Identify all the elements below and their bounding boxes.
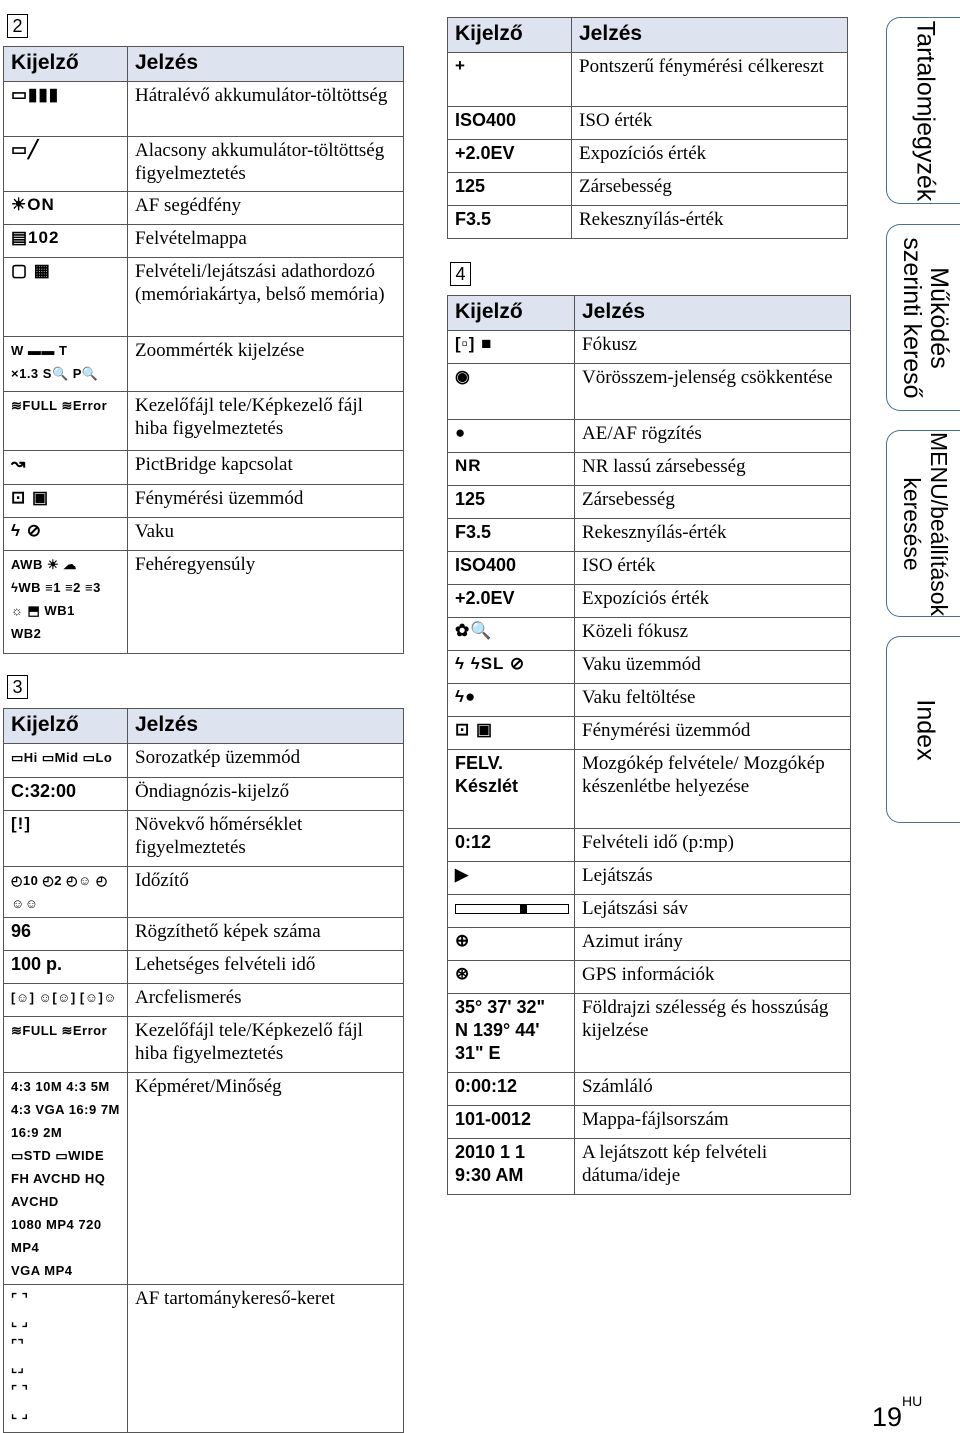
indicator-cell: [448, 173, 572, 206]
indicator-cell: [448, 420, 575, 453]
table-row: [4, 1017, 404, 1073]
description-cell: Alacsony akkumulátor-töltöttség figyelmeztetés: [128, 137, 404, 192]
description-cell: Öndiagnózis-kijelző: [128, 778, 404, 811]
indicator-icon: +2.0EV: [455, 143, 515, 163]
indicator-cell: [4, 1017, 128, 1073]
indicator-cell: [448, 331, 575, 364]
indicator-cell: [448, 1106, 575, 1139]
indicator-cell: [448, 618, 575, 651]
table-row: [448, 364, 851, 420]
table-row: [448, 895, 851, 928]
indicator-icon: ▤102: [11, 228, 60, 247]
description-cell: Felvételi/lejátszási adathordozó (memóriakártya, belső memória): [128, 258, 404, 337]
header-jelzes: Jelzés: [128, 47, 404, 82]
page-language: HU: [902, 1393, 923, 1409]
indicator-icon: 0:12: [455, 832, 492, 852]
indicator-icon: ▭╱: [11, 140, 40, 159]
indicator-icon: C:32:00: [11, 781, 77, 801]
indicator-icon: 16:9 2M: [11, 1125, 63, 1140]
description-cell: Fehéregyensúly: [128, 551, 404, 654]
table-row: [448, 420, 851, 453]
indicator-cell: [4, 337, 128, 392]
indicator-icon: AWB ☀ ☁: [11, 557, 77, 572]
tab-tartalomjegyzek-label: Tartalomjegyzék: [911, 20, 940, 201]
indicator-icon: [▫] ■: [455, 334, 493, 353]
description-cell: Mozgókép felvétele/ Mozgókép készenlétbe helyezése: [575, 750, 851, 829]
indicator-icon: [ǃ]: [11, 814, 31, 833]
table-row: [4, 1073, 404, 1285]
table-row: [448, 1139, 851, 1195]
indicator-icon: ▭STD ▭WIDE: [11, 1148, 105, 1163]
description-cell: Vaku: [128, 518, 404, 551]
indicator-cell: [4, 744, 128, 778]
description-cell: Vörösszem-jelenség csökkentése: [575, 364, 851, 420]
table-row: [4, 951, 404, 984]
description-cell: Expozíciós érték: [575, 585, 851, 618]
table-row: [448, 107, 848, 140]
indicator-icon: NR: [455, 456, 482, 475]
playback-bar-icon: [455, 904, 569, 914]
indicator-icon: 100 p.: [11, 954, 63, 974]
indicator-cell: [4, 1285, 128, 1433]
indicator-cell: [4, 451, 128, 485]
table-row: [4, 485, 404, 518]
indicator-icon: ϟ ⊘: [11, 521, 42, 540]
indicator-icon: VGA MP4: [11, 1263, 73, 1278]
description-cell: Kezelőfájl tele/Képkezelő fájl hiba figyelmeztetés: [128, 1017, 404, 1073]
header-kijelzo: Kijelző: [4, 47, 128, 82]
table-row: [4, 82, 404, 137]
indicator-icon: WB2: [11, 626, 42, 641]
indicator-icon: ▶: [455, 865, 470, 884]
description-cell: Zársebesség: [572, 173, 848, 206]
table-section-3: [3, 708, 404, 1433]
section-number-4: 4: [450, 262, 471, 286]
indicator-icon: ↝: [11, 454, 27, 473]
table-row: [4, 551, 404, 654]
table-row: [448, 331, 851, 364]
indicator-icon: ⊛: [455, 964, 471, 983]
indicator-icon: ▢ ▦: [11, 261, 51, 280]
description-cell: GPS információk: [575, 961, 851, 994]
indicator-icon: ≋FULL ≋Error: [11, 1023, 108, 1038]
table-row: [4, 137, 404, 192]
table-row: [448, 486, 851, 519]
table-row: [448, 618, 851, 651]
indicator-cell: [4, 951, 128, 984]
indicator-icon: +2.0EV: [455, 588, 515, 608]
description-cell: Felvételi idő (p:mp): [575, 829, 851, 862]
indicator-cell: [4, 778, 128, 811]
tab-index-label: Index: [911, 698, 940, 761]
indicator-icon: [☺] ☺[☺] [☺]☺: [11, 990, 118, 1005]
table-row: [4, 518, 404, 551]
indicator-cell: [448, 928, 575, 961]
description-cell: Zoommérték kijelzése: [128, 337, 404, 392]
indicator-icon: ✿🔍: [455, 621, 493, 640]
description-cell: Fókusz: [575, 331, 851, 364]
indicator-cell: [448, 107, 572, 140]
description-cell: Zársebesség: [575, 486, 851, 519]
indicator-cell: [448, 750, 575, 829]
table-row: [4, 192, 404, 225]
indicator-cell: [4, 82, 128, 137]
indicator-cell: [4, 392, 128, 451]
table-row: [448, 717, 851, 750]
indicator-icon: 9:30 AM: [455, 1165, 524, 1185]
description-cell: Sorozatkép üzemmód: [128, 744, 404, 778]
description-cell: Növekvő hőmérséklet figyelmeztetés: [128, 811, 404, 867]
indicator-cell: [4, 137, 128, 192]
section-number-2: 2: [7, 14, 28, 38]
description-cell: Vaku feltöltése: [575, 684, 851, 717]
table-row: [4, 811, 404, 867]
indicator-cell: [448, 519, 575, 552]
table-row: [448, 173, 848, 206]
description-cell: Hátralévő akkumulátor-töltöttség: [128, 82, 404, 137]
description-cell: Fénymérési üzemmód: [575, 717, 851, 750]
indicator-icon: ▭Hi ▭Mid ▭Lo: [11, 750, 113, 765]
indicator-cell: [4, 485, 128, 518]
indicator-icon: ≋FULL ≋Error: [11, 398, 108, 413]
table-row: [4, 867, 404, 918]
description-cell: Lejátszási sáv: [575, 895, 851, 928]
indicator-cell: [448, 1073, 575, 1106]
indicator-cell: [4, 518, 128, 551]
table-row: [448, 994, 851, 1073]
indicator-icon: ISO400: [455, 555, 517, 575]
table-row: [448, 585, 851, 618]
description-cell: Lehetséges felvételi idő: [128, 951, 404, 984]
table-row: [448, 140, 848, 173]
description-cell: Rekesznyílás-érték: [575, 519, 851, 552]
indicator-icon: ☀ON: [11, 195, 55, 214]
table-section-2-continued: [447, 17, 848, 239]
tab-mukodes-label: Működés szerinti kereső: [898, 236, 953, 399]
description-cell: Arcfelismerés: [128, 984, 404, 1017]
table-row: [4, 778, 404, 811]
indicator-cell: [448, 552, 575, 585]
indicator-icon: +: [455, 56, 466, 75]
table-row: [4, 1285, 404, 1433]
table-row: [448, 829, 851, 862]
indicator-icon: ⌜⌝: [11, 1337, 25, 1352]
description-cell: Közeli fókusz: [575, 618, 851, 651]
indicator-icon: Készlét: [455, 776, 519, 796]
description-cell: Számláló: [575, 1073, 851, 1106]
table-row: [448, 684, 851, 717]
description-cell: AF segédfény: [128, 192, 404, 225]
description-cell: Földrajzi szélesség és hosszúság kijelzése: [575, 994, 851, 1073]
indicator-icon: ●: [455, 423, 467, 442]
indicator-cell: [448, 140, 572, 173]
description-cell: Felvételmappa: [128, 225, 404, 258]
indicator-icon: ⊡ ▣: [455, 720, 494, 739]
indicator-icon: ϟ ϟSL ⊘: [455, 654, 526, 673]
indicator-icon: ⌞ ⌟: [11, 1314, 29, 1329]
description-cell: Pontszerű fénymérési célkereszt: [572, 53, 848, 107]
indicator-cell: [448, 862, 575, 895]
table-row: [4, 225, 404, 258]
table-row: [448, 1073, 851, 1106]
indicator-cell: [4, 551, 128, 654]
section-number-3: 3: [7, 675, 28, 699]
indicator-cell: [4, 192, 128, 225]
indicator-icon: ⌞⌟: [11, 1360, 25, 1375]
indicator-cell: [448, 961, 575, 994]
table-row: [4, 984, 404, 1017]
indicator-icon: F3.5: [455, 209, 492, 229]
indicator-cell: [4, 867, 128, 918]
indicator-cell: [448, 453, 575, 486]
tab-menu-label: MENU/beállítások keresése: [899, 431, 952, 616]
indicator-icon: 4:3 VGA 16:9 7M: [11, 1102, 120, 1117]
table-row: [4, 918, 404, 951]
indicator-cell: [4, 811, 128, 867]
indicator-icon: ϟWB ≡1 ≡2 ≡3: [11, 580, 101, 595]
indicator-cell: [4, 1073, 128, 1285]
indicator-icon: N 139° 44': [455, 1020, 540, 1040]
table-section-2: [3, 46, 404, 654]
tab-index[interactable]: [886, 636, 960, 823]
indicator-icon: 125: [455, 489, 486, 509]
indicator-cell: [448, 364, 575, 420]
indicator-icon: 2010 1 1: [455, 1142, 526, 1162]
description-cell: Kezelőfájl tele/Képkezelő fájl hiba figyelmeztetés: [128, 392, 404, 451]
indicator-icon: ⊡ ▣: [11, 488, 50, 507]
description-cell: Mappa-fájlsorszám: [575, 1106, 851, 1139]
indicator-icon: 101-0012: [455, 1109, 532, 1129]
table-row: [448, 928, 851, 961]
table-row: [448, 651, 851, 684]
description-cell: A lejátszott kép felvételi dátuma/ideje: [575, 1139, 851, 1195]
indicator-cell: [448, 994, 575, 1073]
table-row: [448, 961, 851, 994]
indicator-cell: [448, 53, 572, 107]
indicator-icon: 31" E: [455, 1043, 501, 1063]
description-cell: Fénymérési üzemmód: [128, 485, 404, 518]
table-row: [4, 744, 404, 778]
description-cell: Képméret/Minőség: [128, 1073, 404, 1285]
description-cell: AF tartománykereső-keret: [128, 1285, 404, 1433]
header-kijelzo: Kijelző: [448, 18, 572, 53]
indicator-cell: [4, 225, 128, 258]
table-row: [4, 392, 404, 451]
description-cell: Rögzíthető képek száma: [128, 918, 404, 951]
description-cell: Azimut irány: [575, 928, 851, 961]
indicator-icon: 1080 MP4 720 MP4: [11, 1217, 102, 1255]
table-row: [448, 552, 851, 585]
indicator-icon: 125: [455, 176, 486, 196]
table-row: [448, 453, 851, 486]
header-jelzes: Jelzés: [572, 18, 848, 53]
indicator-icon: ◉: [455, 367, 471, 386]
indicator-icon: 96: [11, 921, 32, 941]
indicator-icon: ⌞ ⌟: [11, 1406, 29, 1421]
header-kijelzo: Kijelző: [448, 296, 575, 331]
header-kijelzo: Kijelző: [4, 709, 128, 744]
table-row: [4, 337, 404, 392]
description-cell: Vaku üzemmód: [575, 651, 851, 684]
indicator-icon: ◴10 ◴2 ◴☺ ◴☺☺: [11, 873, 108, 911]
description-cell: Időzítő: [128, 867, 404, 918]
indicator-icon: ⊕: [455, 931, 471, 950]
indicator-cell: [4, 258, 128, 337]
indicator-icon: 4:3 10M 4:3 5M: [11, 1079, 110, 1094]
indicator-icon: ☼ ⬒ WB1: [11, 603, 75, 618]
indicator-cell: [448, 486, 575, 519]
page-number: [872, 1393, 923, 1433]
indicator-cell: [448, 717, 575, 750]
indicator-cell: [448, 206, 572, 239]
indicator-cell: [448, 829, 575, 862]
table-row: [448, 53, 848, 107]
indicator-icon: 0:00:12: [455, 1076, 518, 1096]
indicator-icon: ISO400: [455, 110, 517, 130]
description-cell: Rekesznyílás-érték: [572, 206, 848, 239]
table-row: [4, 258, 404, 337]
indicator-icon: 35° 37' 32": [455, 997, 546, 1017]
description-cell: NR lassú zársebesség: [575, 453, 851, 486]
indicator-cell: [448, 651, 575, 684]
table-row: [448, 206, 848, 239]
table-row: [4, 451, 404, 485]
header-jelzes: Jelzés: [128, 709, 404, 744]
table-row: [448, 750, 851, 829]
indicator-icon: W ▬▬ T: [11, 343, 68, 358]
table-row: [448, 862, 851, 895]
indicator-icon: F3.5: [455, 522, 492, 542]
indicator-cell: [448, 1139, 575, 1195]
indicator-cell: [448, 895, 575, 928]
tab-tartalomjegyzek[interactable]: [886, 17, 960, 204]
tab-mukodes-szerinti-kereso[interactable]: [886, 224, 960, 411]
indicator-icon: ϟ●: [455, 687, 477, 706]
indicator-icon: FELV.: [455, 753, 504, 773]
indicator-icon: FH AVCHD HQ AVCHD: [11, 1171, 106, 1209]
indicator-icon: ⌜ ⌝: [11, 1383, 29, 1398]
indicator-cell: [4, 918, 128, 951]
table-row: [448, 1106, 851, 1139]
indicator-icon: ⌜ ⌝: [11, 1291, 29, 1306]
description-cell: Expozíciós érték: [572, 140, 848, 173]
indicator-cell: [448, 684, 575, 717]
indicator-cell: [448, 585, 575, 618]
description-cell: PictBridge kapcsolat: [128, 451, 404, 485]
tab-menu-beallitasok[interactable]: [886, 430, 960, 617]
description-cell: Lejátszás: [575, 862, 851, 895]
indicator-icon: ▭▮▮▮: [11, 85, 60, 104]
table-row: [448, 519, 851, 552]
description-cell: ISO érték: [572, 107, 848, 140]
indicator-icon: ×1.3 S🔍 P🔍: [11, 366, 99, 381]
page-number-value: 19: [872, 1402, 903, 1432]
table-section-4: [447, 295, 851, 1195]
description-cell: ISO érték: [575, 552, 851, 585]
description-cell: AE/AF rögzítés: [575, 420, 851, 453]
header-jelzes: Jelzés: [575, 296, 851, 331]
indicator-cell: [4, 984, 128, 1017]
